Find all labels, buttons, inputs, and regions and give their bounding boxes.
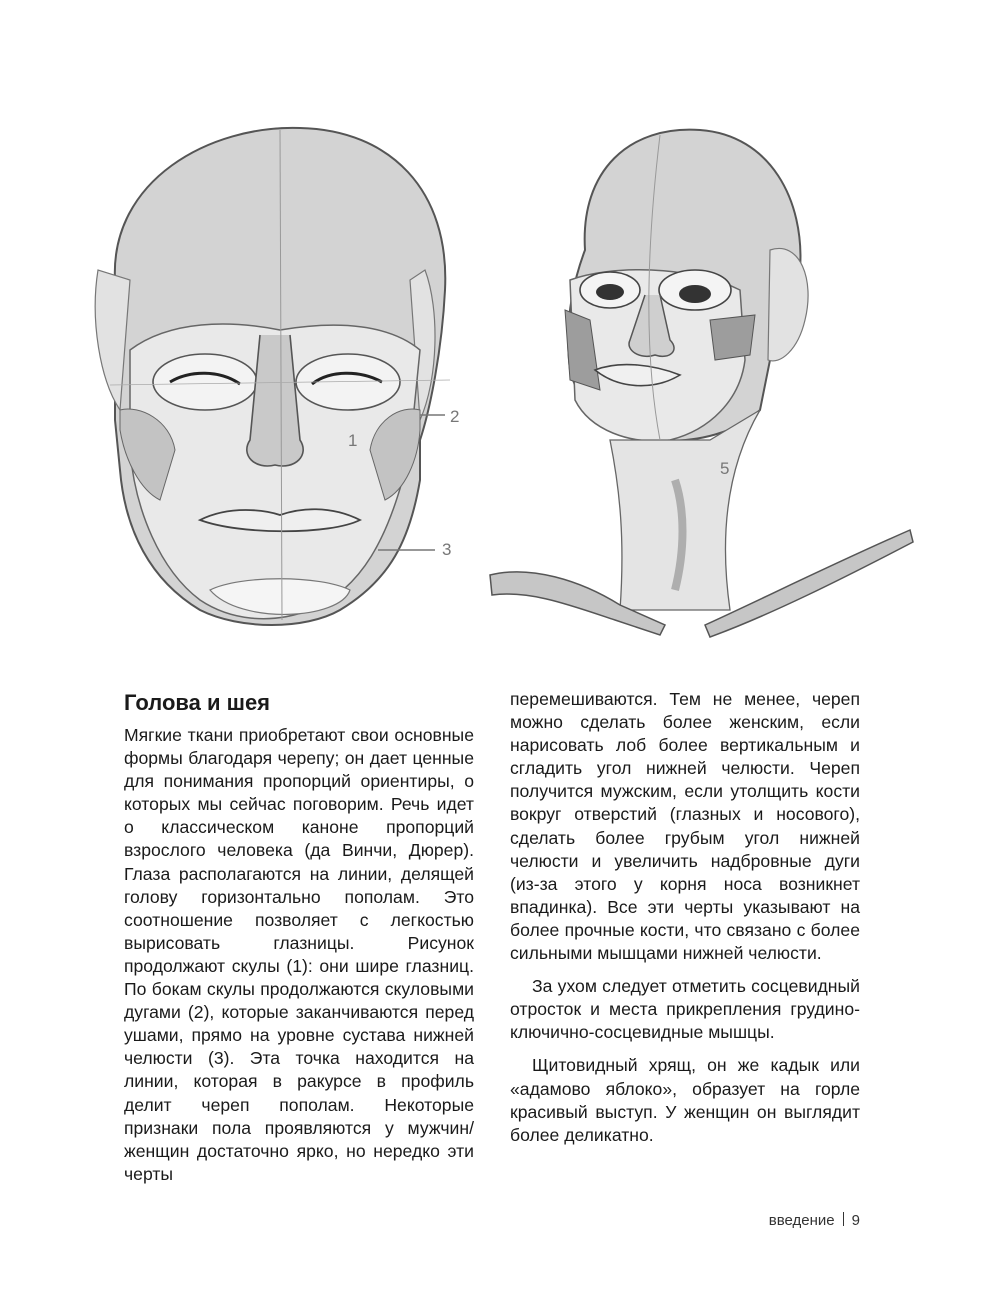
right-paragraph-2: За ухом следует отметить сосцевидный отросток и места прикрепления грудино-ключично-сосцевидные мышцы. <box>510 976 860 1043</box>
right-paragraph-3: Щитовидный хрящ, он же кадык или «адамово яблоко», образует на горле красивый выступ. У женщин он выглядит более деликатно. <box>510 1055 860 1145</box>
callout-1: 1 <box>348 431 358 450</box>
page-number: 9 <box>851 1212 860 1229</box>
callout-3: 3 <box>442 540 452 559</box>
three-quarter-head-sketch <box>470 110 930 670</box>
section-heading: Голова и шея <box>124 690 271 715</box>
three-quarter-head-drawing <box>470 110 930 670</box>
callout-5: 5 <box>720 459 730 478</box>
left-text-column <box>124 688 474 1186</box>
front-head-sketch <box>90 120 480 660</box>
front-head-drawing <box>90 120 480 660</box>
page-footer <box>769 1212 860 1229</box>
footer-separator <box>843 1212 844 1226</box>
right-paragraph-1: перемешиваются. Тем не менее, череп можно сделать более женским, если нарисовать лоб более вертикальным и сгладить угол нижней челюсти. Череп получится мужским, если утолщить кости вокруг отверстий (глазных и носового), сделать более грубым угол нижней челюсти и увеличить надбровные дуги (из-за этого у корня носа возникнет впадинка). Все эти черты указывают на более прочные кости, что связано с более сильными мышцами нижней челюсти. <box>510 689 860 964</box>
left-paragraph: Мягкие ткани приобретают свои основные формы благодаря черепу; он дает ценные для понимания пропорций ориентиры, о которых мы сейчас поговорим. Речь идет о классическом каноне пропорций взрослого человека (да Винчи, Дюрер). Глаза располагаются на линии, делящей голову горизонтально пополам. Это соотношение позволяет с легкостью вырисовать глазницы. Рисунок продолжают скулы (1): они шире глазниц. По бокам скулы продолжаются скуловыми дугами (2), которые заканчиваются перед ушами, прямо на уровне сустава нижней челюсти (3). Эта точка находится на линии, которая в ракурсе в профиль делит череп пополам. Некоторые признаки пола проявляются у мужчин/женщин достаточно ярко, но нередко эти черты <box>124 725 474 1184</box>
right-text-column <box>510 688 860 1147</box>
footer-section-name: введение <box>768 1212 835 1229</box>
callout-2: 2 <box>450 407 460 426</box>
